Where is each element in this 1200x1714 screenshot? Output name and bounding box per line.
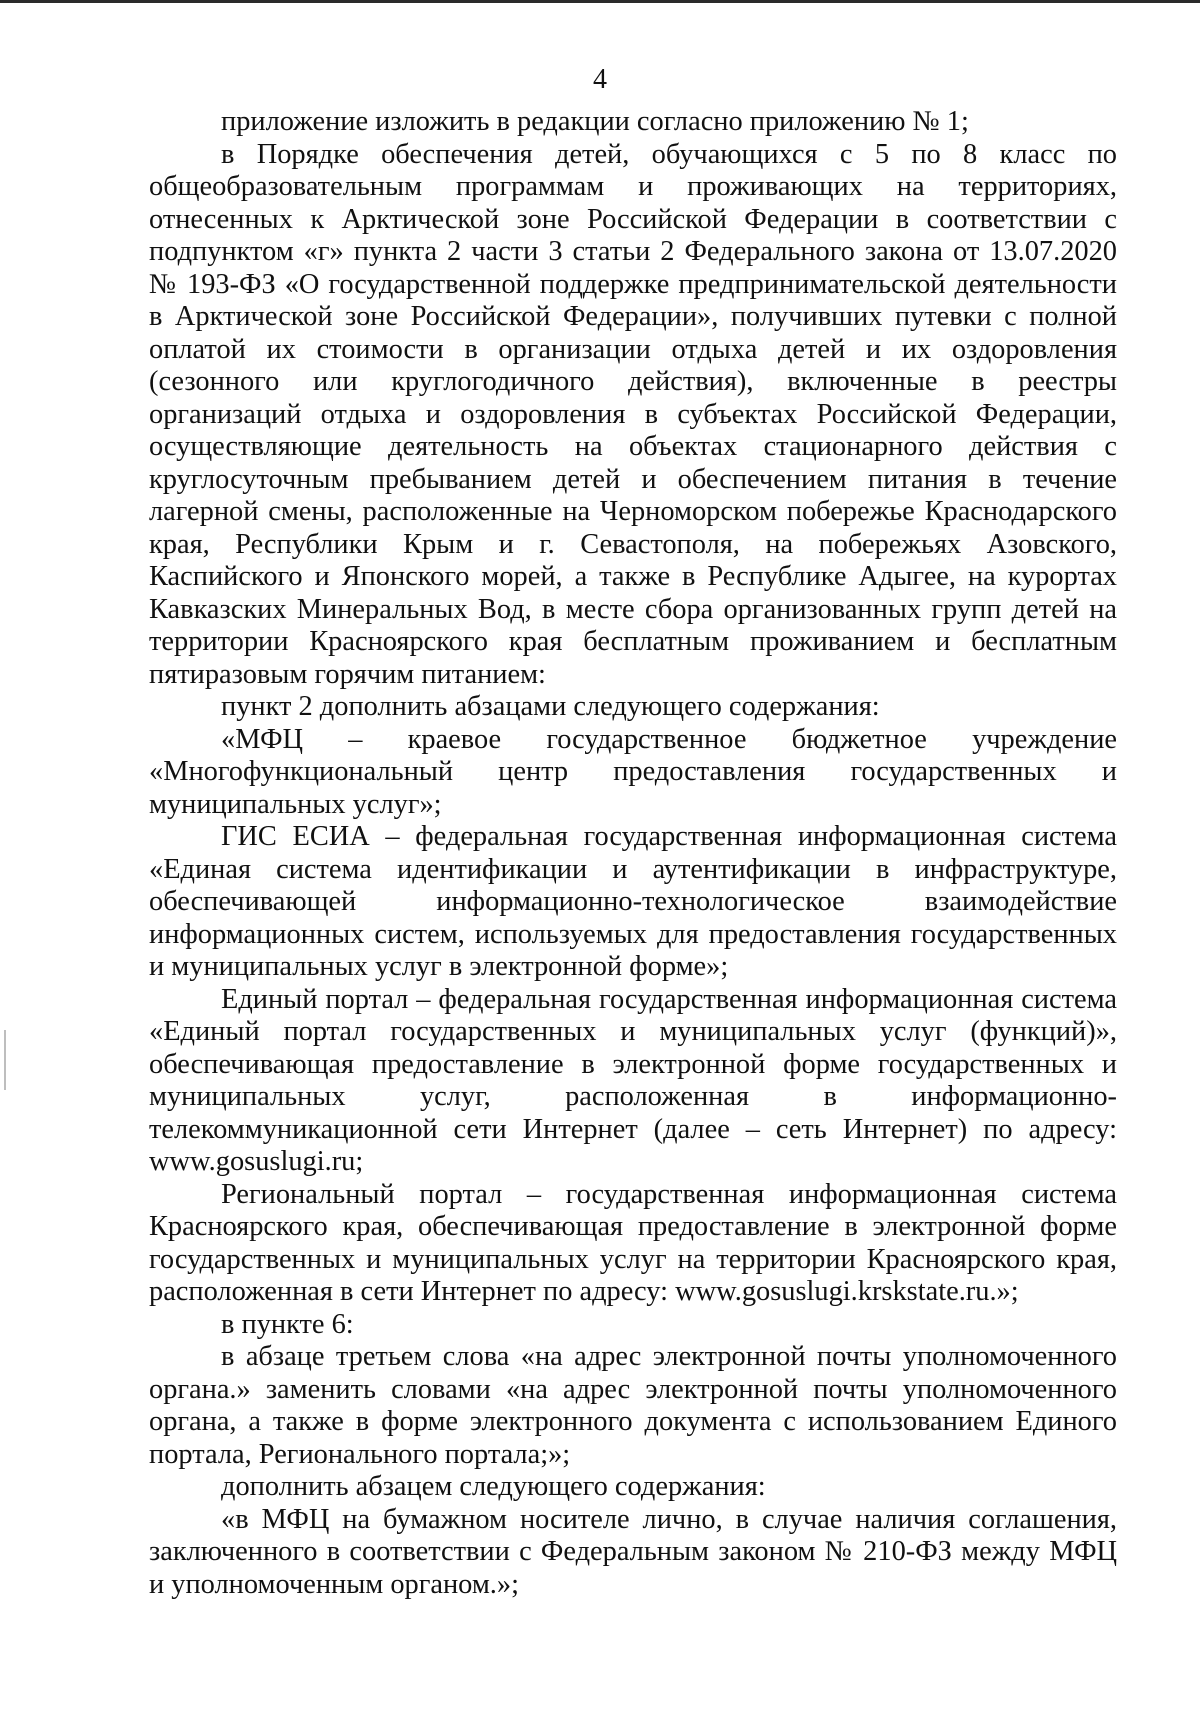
paragraph: приложение изложить в редакции согласно приложению № 1; <box>221 106 969 137</box>
paragraph: пункт 2 дополнить абзацами следующего содержания: <box>221 691 880 722</box>
paragraph: Региональный портал – государственная информационная система Красноярского края, обеспечивающая предоставление в электронной форме государственных и муниципальных услуг на территории Красноярского края, расположенная в сети Интернет по адресу: www.gosuslugi.krskstate.ru.»; <box>149 1178 1117 1307</box>
scan-edge-mark <box>4 1030 6 1090</box>
paragraph: «в МФЦ на бумажном носителе лично, в случае наличия соглашения, заключенного в соответствии с Федеральным законом № 210-ФЗ между МФЦ и уполномоченным органом.»; <box>149 1503 1117 1600</box>
paragraph: Единый портал – федеральная государственная информационная система «Единый портал государственных и муниципальных услуг (функций)», обеспечивающая предоставление в электронной форме государственных и муниципальных услуг, расположенная в информационно-телекоммуникационной сети Интернет (далее – сеть Интернет) по адресу: www.gosuslugi.ru; <box>149 983 1117 1177</box>
document-body <box>149 106 1117 1601</box>
paragraph: ГИС ЕСИА – федеральная государственная информационная система «Единая система идентификации и аутентификации в инфраструктуре, обеспечивающей информационно-технологическое взаимодействие информационных систем, используемых для предоставления государственных и муниципальных услуг в электронной форме»; <box>149 821 1117 982</box>
paragraph: в Порядке обеспечения детей, обучающихся с 5 по 8 класс по общеобразовательным программам и проживающих на территориях, отнесенных к Арктической зоне Российской Федерации в соответствии с подпунктом «г» пункта 2 части 3 статьи 2 Федерального закона от 13.07.2020 № 193-ФЗ «О государственной поддержке предпринимательской деятельности в Арктической зоне Российской Федерации», получивших путевки с полной оплатой их стоимости в организации отдыха детей и их оздоровления (сезонного или круглогодичного действия), включенные в реестры организаций отдыха и оздоровления в субъектах Российской Федерации, осуществляющие деятельность на объектах стационарного действия с круглосуточным пребыванием детей и обеспечением питания в течение лагерной смены, расположенные на Черноморском побережье Краснодарского края, Республики Крым и г. Севастополя, на побережьях Азовского, Каспийского и Японского морей, а также в Республике Адыгее, на курортах Кавказских Минеральных Вод, в месте сбора организованных групп детей на территории Красноярского края бесплатным проживанием и бесплатным пятиразовым горячим питанием: <box>149 138 1117 690</box>
page-number: 4 <box>593 64 607 95</box>
paragraph: в пункте 6: <box>221 1308 354 1340</box>
paragraph: в абзаце третьем слова «на адрес электронной почты уполномоченного органа.» заменить словами «на адрес электронной почты уполномоченного органа, а также в форме электронного документа с использованием Единого портала, Регионального портала;»; <box>149 1341 1117 1470</box>
paragraph: дополнить абзацем следующего содержания: <box>221 1471 766 1502</box>
paragraph: «МФЦ – краевое государственное бюджетное учреждение «Многофункциональный центр предоставления государственных и муниципальных услуг»; <box>149 723 1117 820</box>
scan-top-border <box>0 0 1200 3</box>
